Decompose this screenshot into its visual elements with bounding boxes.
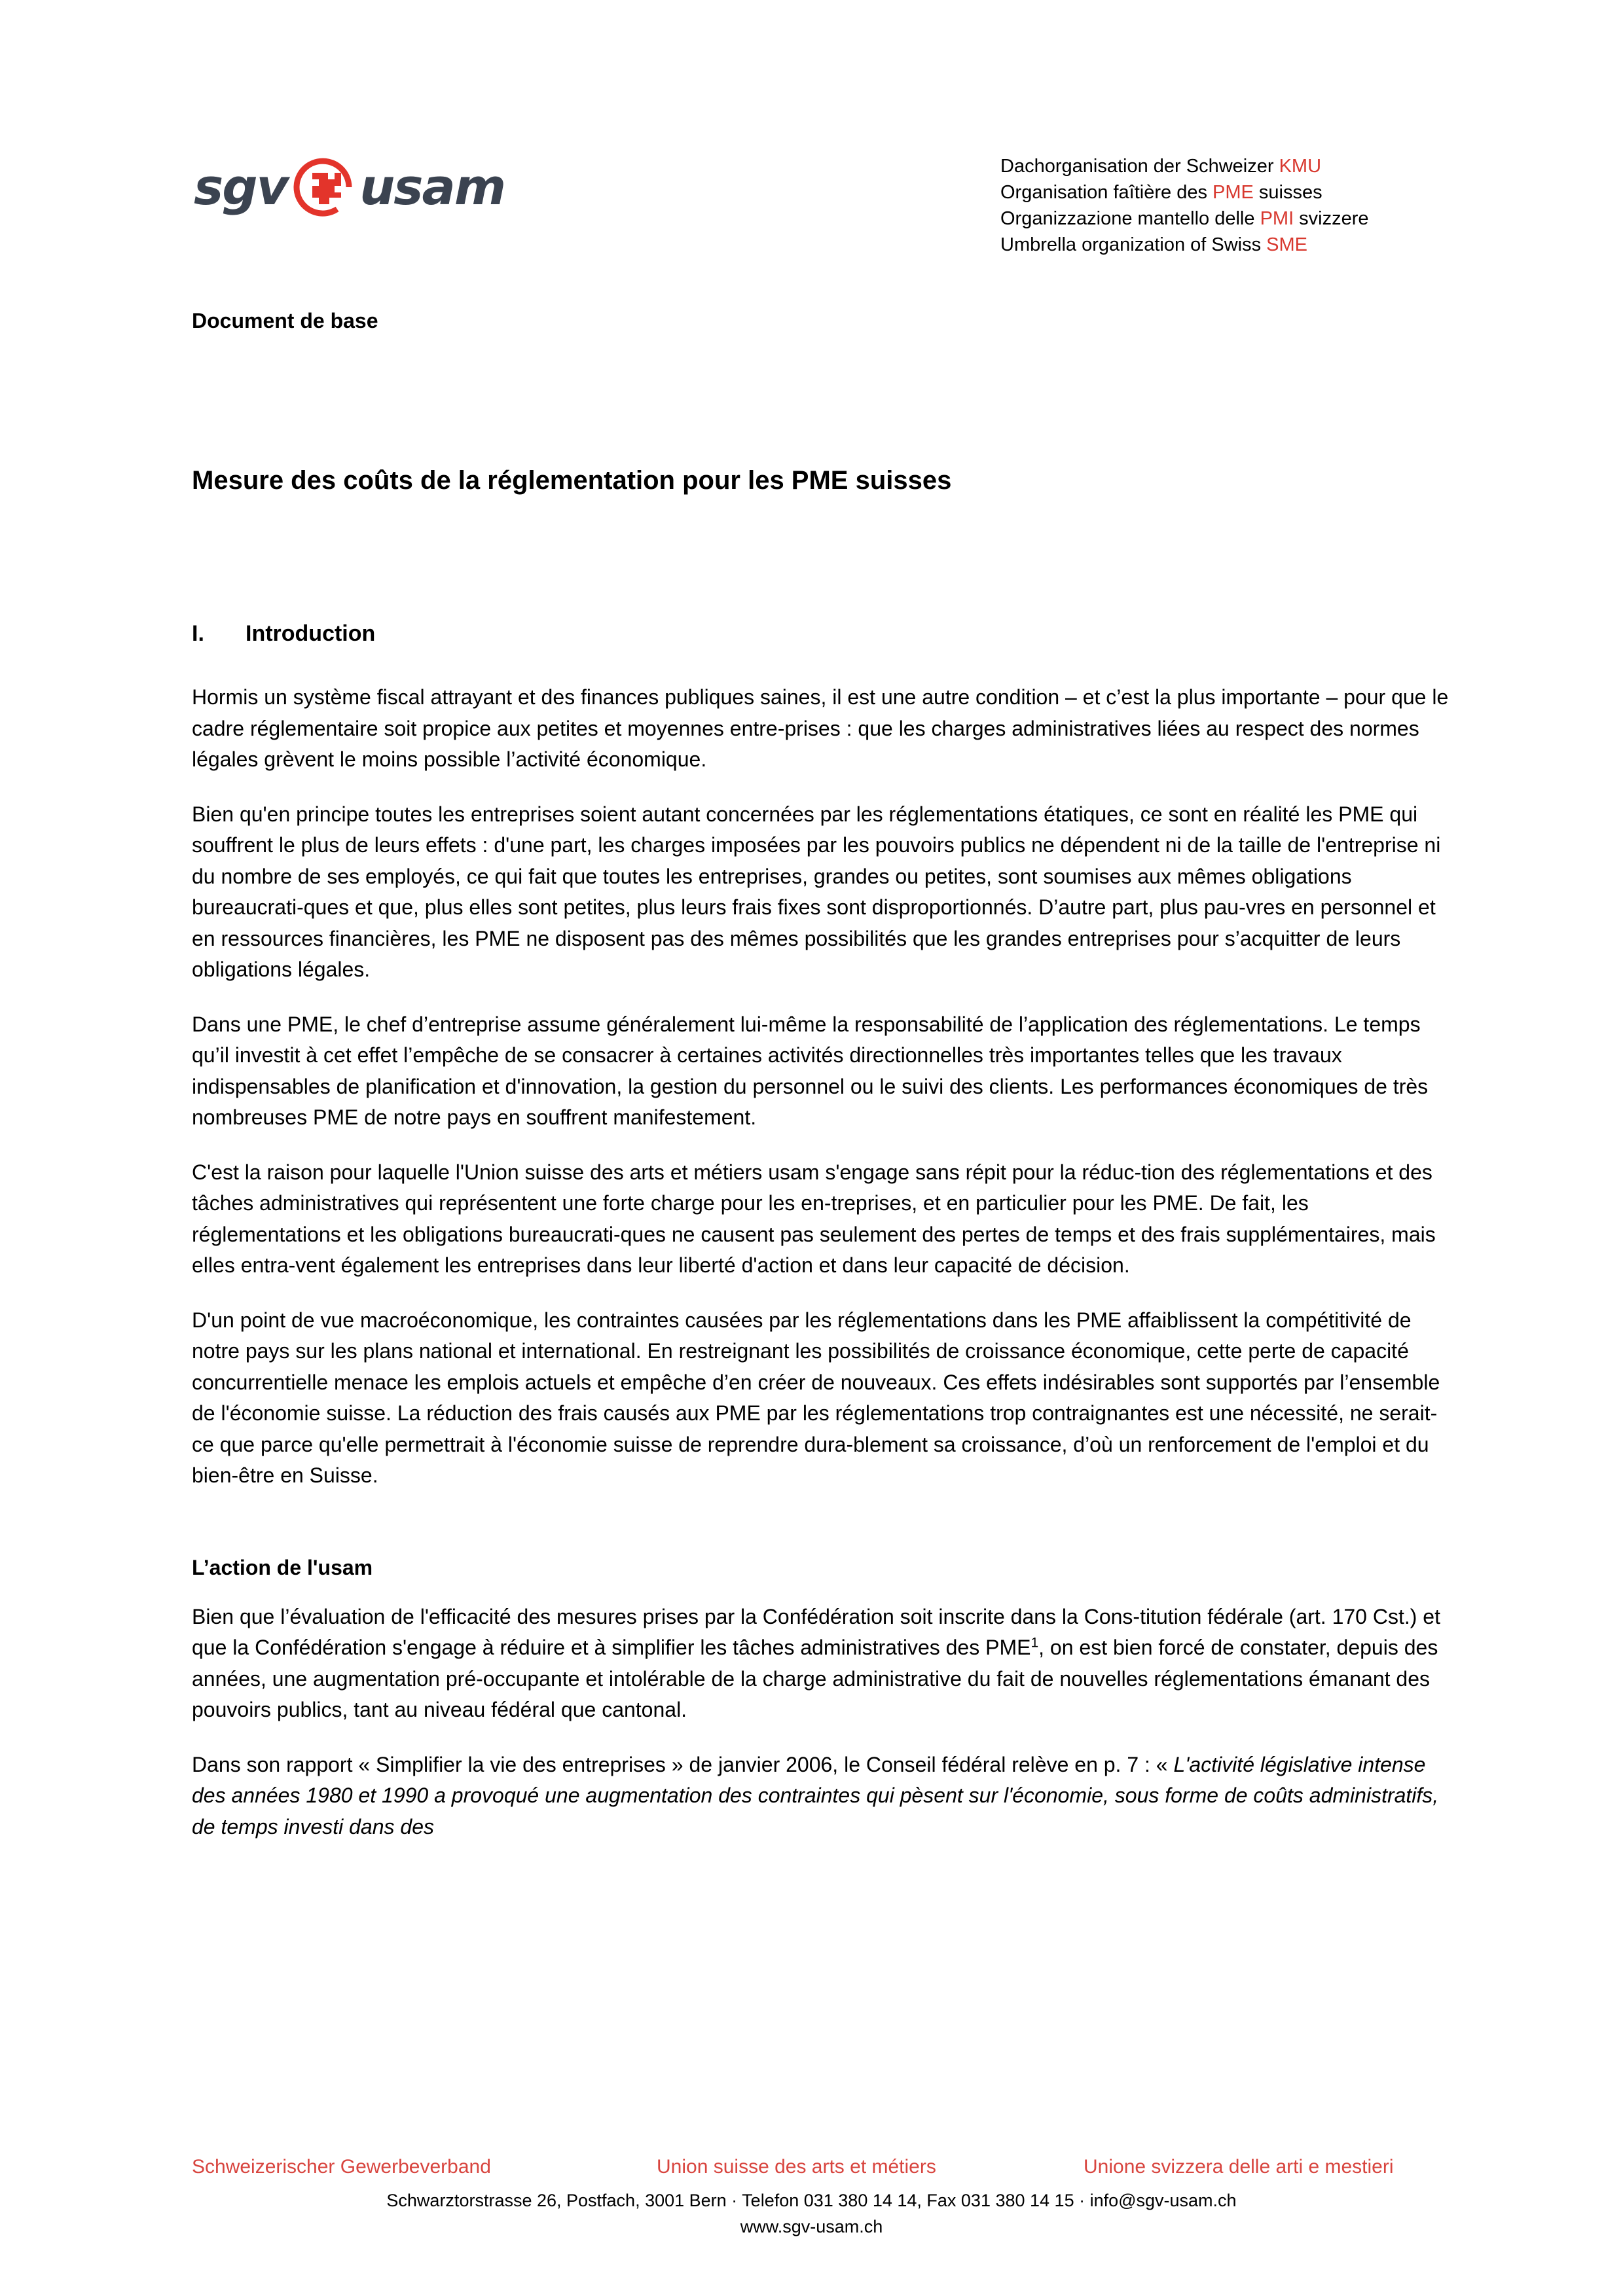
subsection-paragraph-1	[192, 1602, 1454, 1726]
swiss-cross-ring-emblem-icon	[289, 153, 357, 221]
subsection-heading-action-usam: L’action de l'usam	[192, 1555, 373, 1579]
org-tagline-fr-acronym: PME	[1213, 182, 1254, 203]
footer-website: www.sgv-usam.ch	[740, 2217, 883, 2236]
org-tagline-en-acronym: SME	[1266, 234, 1308, 255]
org-tagline-fr-prefix: Organisation faîtière des	[1000, 182, 1213, 203]
org-tagline-it-suffix: svizzere	[1294, 208, 1369, 229]
paragraph-4: C'est la raison pour laquelle l'Union suisse des arts et métiers usam s'engage sans répit pour la réduc-tion des réglementations et des tâches administratives qui représentent une forte charge pour les en-treprises, et en particulier pour les PME. De fait, les réglementations et les obligations bureaucrati-ques ne causent pas seulement des pertes de temps et des frais supplémentaires, mais elles entra-vent également les entreprises dans leur liberté d'action et dans leur capacité de décision.	[192, 1160, 1436, 1277]
org-tagline-it-prefix: Organizzazione mantello delle	[1000, 208, 1260, 229]
paragraph-1: Hormis un système fiscal attrayant et des finances publiques saines, il est une autre condition – et c’est la plus importante – pour que le cadre réglementaire soit propice aux petites et moyennes entre-prises : que les charges administratives liées au respect des normes légales grèvent le moins possible l’activité économique.	[192, 685, 1449, 771]
org-tagline-de-acronym: KMU	[1279, 156, 1322, 177]
footer-org-name-fr: Union suisse des arts et métiers	[657, 2156, 936, 2178]
page-header	[0, 0, 1623, 281]
footer-organization-names	[0, 2153, 1623, 2181]
paragraph-5: D'un point de vue macroéconomique, les contraintes causées par les réglementations dans les PME affaiblissent la compétitivité de notre pays sur les plans national et international. En restreignant les possibilités de croissance économique, cette perte de capacité concurrentielle menace les emplois actuels et empêche d’en créer de nouveaux. Ces effets indésirables sont supportés par l’ensemble de l'économie suisse. La réduction des frais causés aux PME par les réglementations trop contraignantes est une nécessité, ne serait-ce que parce qu'elle permettrait à l'économie suisse de reprendre dura-blement sa croissance, d’où un renforcement de l'emploi et du bien-être en Suisse.	[192, 1308, 1440, 1487]
logo-word-usam: usam	[359, 157, 505, 216]
paragraph-3: Dans une PME, le chef d’entreprise assume généralement lui-même la responsabilité de l’application des réglementations. Le temps qu’il investit à cet effet l’empêche de se consacrer à certaines activités directionnelles très importantes telles que les travaux indispensables de planification et d'innovation, la gestion du personnel ou le suivi des clients. Les performances économiques de très nombreuses PME de notre pays en souffrent manifestement.	[192, 1012, 1429, 1129]
org-tagline-fr	[1000, 179, 1369, 206]
org-tagline-en	[1000, 232, 1369, 258]
logo-word-sgv: sgv	[194, 157, 288, 216]
org-tagline-it	[1000, 206, 1369, 232]
section-numeral: I.	[192, 621, 204, 646]
paragraph-2: Bien qu'en principe toutes les entreprises soient autant concernées par les réglementations étatiques, ce sont en réalité les PME qui souffrent le plus de leurs effets : d'une part, les charges imposées par les pouvoirs publics ne dépendent ni de la taille de l'entreprise ni du nombre de ses employés, ce qui fait que toutes les entreprises, grandes ou petites, sont soumises aux mêmes obligations bureaucrati-ques et que, plus elles sont petites, plus leurs frais fixes sont disproportionnés. D’autre part, plus pau-vres en personnel et en ressources financières, les PME ne disposent pas des mêmes possibilités que les grandes entreprises pour s’acquitter de leurs obligations légales.	[192, 802, 1441, 981]
org-tagline-de-prefix: Dachorganisation der Schweizer	[1000, 156, 1279, 177]
org-tagline-fr-suffix: suisses	[1253, 182, 1322, 203]
section-heading-introduction	[192, 619, 1454, 648]
footer-org-name-de: Schweizerischer Gewerbeverband	[192, 2156, 491, 2178]
subsection-paragraph-1-part-a: Bien que l’évaluation de l'efficacité des mesures prises par la Confédération soit inscrite dans la Cons-titution fédérale (art. 170 Cst.) et que la Confédération s'engage à réduire et à simplifier les tâches administratives des PME	[192, 1604, 1440, 1659]
footnote-reference-1: 1	[1030, 1635, 1039, 1651]
subsection-paragraph-2-lead: Dans son rapport « Simplifier la vie des entreprises » de janvier 2006, le Conseil fédéral relève en p. 7 : «	[192, 1752, 1174, 1776]
footer-contact-line: Schwarztorstrasse 26, Postfach, 3001 Bern · Telefon 031 380 14 14, Fax 031 380 14 15 · info@sgv-usam.ch	[386, 2191, 1237, 2210]
org-tagline-en-prefix: Umbrella organization of Swiss	[1000, 234, 1267, 255]
document-body	[192, 308, 1454, 1842]
org-tagline-de	[1000, 153, 1369, 179]
section-heading-label: Introduction	[246, 621, 376, 646]
subsection-paragraph-2-quote: L'activité législative intense des années 1980 et 1990 a provoqué une augmentation des contraintes qui pèsent sur l'économie, sous forme de coûts administratifs, de temps investi dans des	[192, 1752, 1439, 1839]
org-tagline-it-acronym: PMI	[1260, 208, 1294, 229]
organization-taglines	[1000, 153, 1369, 258]
page-footer	[0, 2153, 1623, 2240]
footer-org-name-it: Unione svizzera delle arti e mestieri	[1084, 2156, 1394, 2178]
subsection-paragraph-2	[192, 1749, 1454, 1843]
document-kicker: Document de base	[192, 309, 378, 332]
page-title: Mesure des coûts de la réglementation pour les PME suisses	[192, 466, 952, 495]
subsection-paragraph-1-part-b: , on est bien forcé de constater, depuis des années, une augmentation pré-occupante et intolérable de la charge administrative du fait de nouvelles réglementations émanant des pouvoirs publics, tant au niveau fédéral que cantonal.	[192, 1636, 1438, 1721]
sgv-usam-logo	[194, 156, 505, 218]
